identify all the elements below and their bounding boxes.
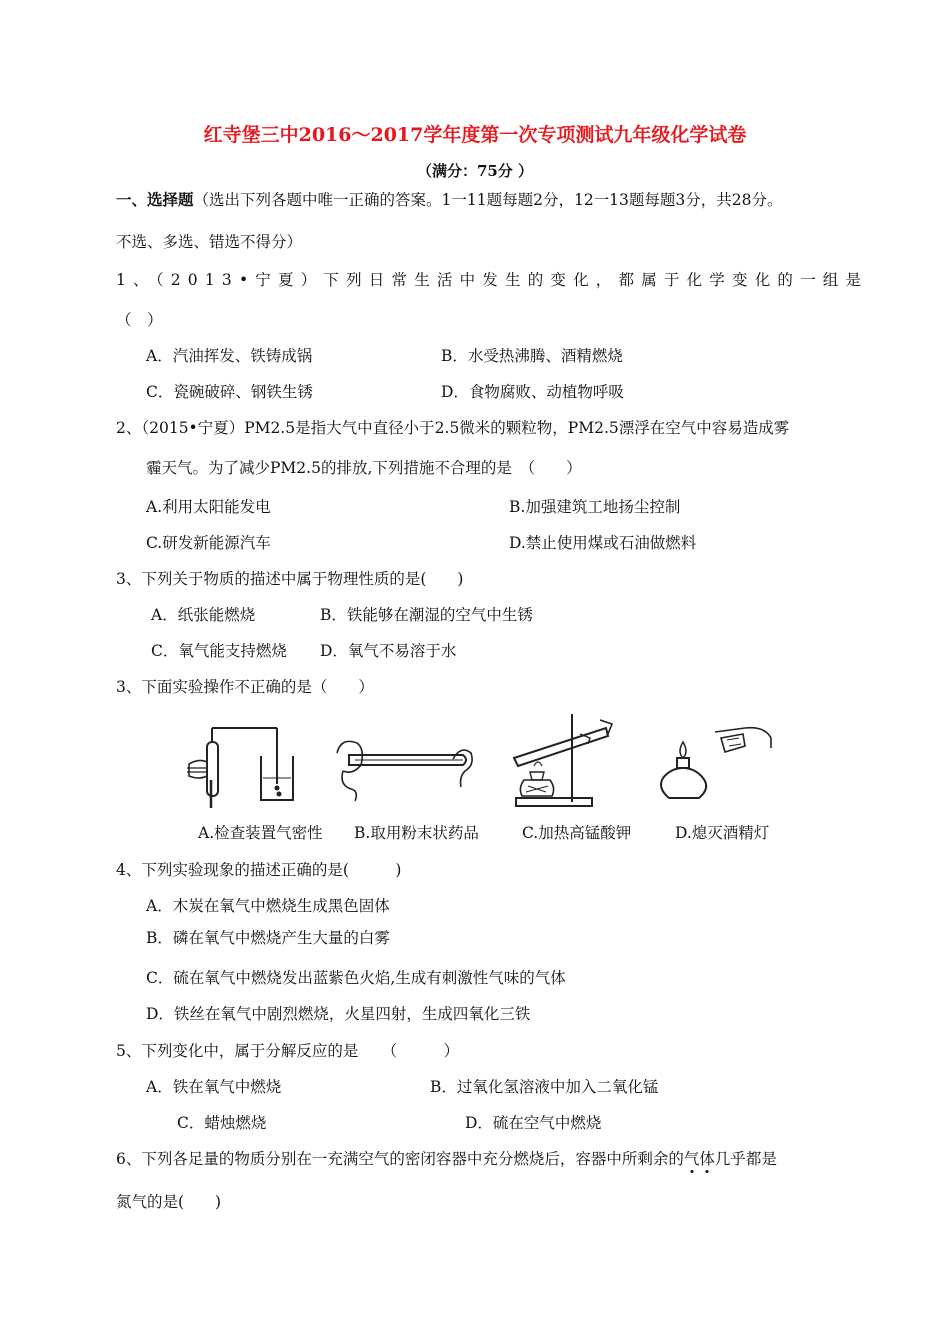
q3b-option-c: C.加热高锰酸钾 — [522, 824, 632, 842]
q3a-option-b: B．铁能够在潮湿的空气中生锈 — [320, 606, 533, 624]
q4-stem: 4、下列实验现象的描述正确的是( ) — [116, 861, 402, 879]
q2-option-a: A.利用太阳能发电 — [146, 498, 271, 516]
q3a-stem: 3、下列关于物质的描述中属于物理性质的是( ) — [116, 570, 464, 588]
q4-option-c: C．硫在氧气中燃烧发出蓝紫色火焰,生成有刺激性气味的气体 — [146, 969, 566, 987]
score-info: （满分：75分 ） — [416, 162, 534, 180]
q4-option-a: A．木炭在氧气中燃烧生成黑色固体 — [146, 897, 390, 915]
q3a-option-d: D．氧气不易溶于水 — [320, 642, 457, 660]
q6-emphasis-char-2: 体 — [699, 1150, 715, 1168]
q5-option-d: D．硫在空气中燃烧 — [465, 1114, 602, 1132]
figure-heating-kmno4 — [508, 710, 618, 810]
q1-stem: 1、（2013•宁夏）下列日常生活中发生的变化，都属于化学变化的一组是 — [116, 271, 869, 289]
q5-option-b: B．过氧化氢溶液中加入二氧化锰 — [430, 1078, 659, 1096]
q1-option-d: D．食物腐败、动植物呼吸 — [441, 383, 624, 401]
q3b-option-a: A.检查装置气密性 — [198, 824, 323, 842]
section-1-instructions — [116, 190, 783, 210]
page-title: 红寺堡三中2016～2017学年度第一次专项测试九年级化学试卷 — [203, 124, 747, 146]
q1-option-a: A．汽油挥发、铁铸成锅 — [146, 347, 313, 365]
q6-stem — [116, 1149, 777, 1169]
q6-emphasis-char-1: 气 — [683, 1150, 700, 1168]
figure-airtightness-check — [185, 718, 300, 808]
q4-option-b: B．磷在氧气中燃烧产生大量的白雾 — [146, 929, 390, 947]
q5-option-a: A．铁在氧气中燃烧 — [146, 1078, 282, 1096]
q6-stem-cont: 氮气的是( ) — [116, 1193, 222, 1211]
q1-option-b: B．水受热沸腾、酒精燃烧 — [441, 347, 623, 365]
q2-stem-cont: 霾天气。为了减少PM2.5的排放,下列措施不合理的是 （ ） — [146, 459, 582, 477]
q2-option-c: C.研发新能源汽车 — [146, 534, 271, 552]
section-1-desc-cont: 不选、多选、错选不得分） — [116, 233, 303, 251]
q2-option-b: B.加强建筑工地扬尘控制 — [509, 498, 681, 516]
figure-powder-sampling — [335, 725, 475, 805]
q3b-option-d: D.熄灭酒精灯 — [675, 824, 770, 842]
q1-answer-paren: （ ） — [116, 311, 163, 329]
q6-stem-post: 几乎都是 — [714, 1150, 777, 1168]
q5-option-c: C．蜡烛燃烧 — [177, 1114, 267, 1132]
q4-option-d: D．铁丝在氧气中剧烈燃烧，火星四射，生成四氧化三铁 — [146, 1005, 531, 1023]
q2-stem: 2、（2015•宁夏）PM2.5是指大气中直径小于2.5微米的颗粒物，PM2.5漂浮在空气中容易造成雾 — [116, 419, 790, 437]
q2-option-d: D.禁止使用煤或石油做燃料 — [509, 534, 697, 552]
section-1-heading: 一、选择题 — [116, 190, 194, 209]
q3a-option-a: A．纸张能燃烧 — [151, 606, 256, 624]
q5-stem: 5、下列变化中，属于分解反应的是 （ ） — [116, 1042, 460, 1060]
section-1-desc: （选出下列各题中唯一正确的答案。1一11题每题2分，12一13题每题3分，共28分。 — [193, 191, 783, 209]
q3b-stem: 3、下面实验操作不正确的是（ ） — [116, 678, 374, 696]
q3b-option-b: B.取用粉末状药品 — [354, 824, 479, 842]
q1-option-c: C．瓷碗破碎、钢铁生锈 — [146, 383, 313, 401]
q3a-option-c: C．氧气能支持燃烧 — [151, 642, 287, 660]
figure-extinguish-lamp — [655, 724, 775, 806]
q6-stem-pre: 6、下列各足量的物质分别在一充满空气的密闭容器中充分燃烧后，容器中所剩余的 — [116, 1150, 684, 1168]
